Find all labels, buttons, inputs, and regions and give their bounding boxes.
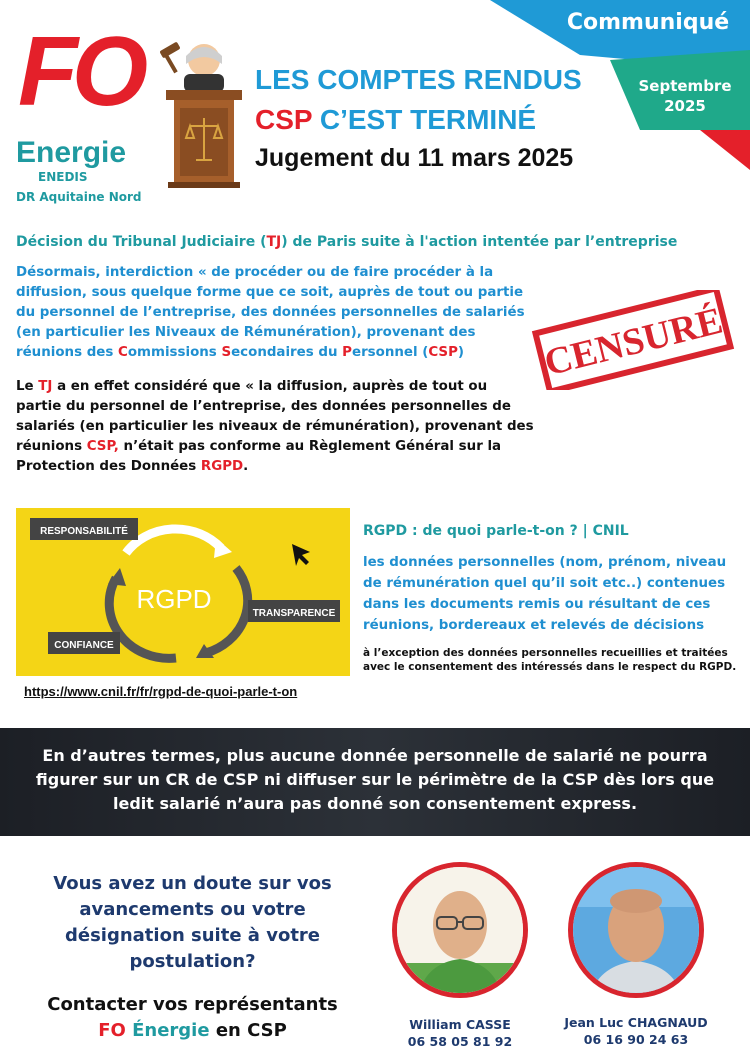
p1-s-rest: econdaires du [231, 345, 343, 360]
judgment-date: Jugement du 11 mars 2025 [255, 144, 574, 172]
p2-c: n’était pas conforme au Règlement Général sur la Protection des Données [16, 439, 502, 474]
decision-heading [16, 234, 736, 250]
decision-post: ) de Paris suite à l'action intentée par l’entreprise [281, 234, 678, 250]
title-line-2 [255, 104, 536, 136]
p2-csp: CSP, [86, 439, 119, 454]
doubt-question: Vous avez un doute sur vos avancements ou votre désignation suite à votre postulation? [53, 873, 332, 972]
logo-energie: Energie [16, 136, 127, 169]
p2-a: Le [16, 379, 39, 394]
label-confiance: CONFIANCE [54, 640, 114, 651]
fo-logo: FO [18, 16, 143, 126]
p2-tj: TJ [38, 379, 53, 394]
avatar-jean-luc-chagnaud [568, 862, 704, 998]
p1-c: C [118, 345, 128, 360]
rgpd-image[interactable] [16, 508, 350, 676]
p1-p-rest: ersonnel ( [351, 345, 429, 360]
rep-william [385, 1016, 535, 1050]
rgpd-title: RGPD : de quoi parle-t-on ? | CNIL [363, 523, 629, 539]
decision-tj: TJ [266, 234, 282, 250]
judge-illustration [158, 38, 250, 188]
tj-paragraph [16, 377, 536, 477]
rgpd-note: à l’exception des données personnelles recueillies et traitées avec le consentement des intéressés dans le respect du RGPD. [363, 647, 737, 673]
p2-rgpd: RGPD [200, 459, 244, 474]
p1-p: P [342, 345, 352, 360]
logo-dr: DR Aquitaine Nord [16, 190, 142, 204]
rep-phone: 06 16 90 24 63 [583, 1032, 689, 1047]
conclusion-text: En d’autres termes, plus aucune donnée personnelle de salarié ne pourra figurer sur un CR de CSP ni diffuser sur le périmètre de la CSP dès lors que ledit salarié n’aura pas donné son consentement express. [35, 746, 715, 813]
p1-text: Désormais, interdiction « de procéder ou de faire procéder à la diffusion, sous quelque forme que ce soit, auprès de tout ou partie du personnel de l’entreprise, des données personnelles de salariés (en particulier les Niveaux de Rémunération), provenant des réunions des [16, 265, 525, 360]
contact-energie: Énergie [132, 1020, 210, 1041]
label-transparence: TRANSPARENCE [252, 608, 336, 619]
avatar-william-casse [392, 862, 528, 998]
rep-phone: 06 58 05 81 92 [407, 1034, 513, 1049]
date-month: Septembre [638, 77, 732, 95]
decision-pre: Décision du Tribunal Judiciaire ( [16, 234, 267, 250]
communique-label: Communiqué [566, 10, 730, 35]
contact-rest: en CSP [209, 1020, 287, 1041]
rgpd-text: les données personnelles (nom, prénom, niveau de rémunération quel qu’il soit etc..) contenues dans les documents remis ou résultant de ces réunions, bordereaux et relevés de décisions [363, 555, 727, 633]
rep-jean-luc [556, 1014, 716, 1048]
censure-text: CENSURÉ [540, 299, 727, 385]
p2-b: a en effet considéré que « la diffusion, auprès de tout ou partie du personnel de l’entreprise, des données personnelles de salariés (en particulier les niveaux de rémunération), provenant des réunions [16, 379, 534, 454]
contact-fo: FO [98, 1020, 126, 1041]
title-termine: C’EST TERMINÉ [312, 104, 537, 135]
rep-name: Jean Luc CHAGNAUD [564, 1015, 708, 1030]
logo-enedis: ENEDIS [38, 170, 88, 184]
rep-name: William CASSE [409, 1017, 511, 1032]
contact-line2 [20, 1018, 365, 1044]
title-line-1: LES COMPTES RENDUS [255, 64, 582, 95]
p1-csp: CSP [428, 345, 458, 360]
rgpd-center-label: RGPD [136, 584, 212, 614]
contact-cta [20, 992, 365, 1044]
p2-d: . [243, 459, 249, 474]
label-responsabilite: RESPONSABILITÉ [40, 526, 128, 537]
cursor-icon [292, 544, 310, 566]
contact-line1: Contacter vos représentants [47, 994, 338, 1015]
p1-c-rest: ommissions [127, 345, 222, 360]
p1-end: ) [457, 345, 465, 360]
p1-s: S [221, 345, 232, 360]
interdiction-paragraph [16, 263, 536, 363]
title-csp: CSP [255, 104, 313, 135]
date-label [630, 76, 740, 116]
cnil-link[interactable]: https://www.cnil.fr/fr/rgpd-de-quoi-parle-t-on [24, 684, 298, 699]
rgpd-cycle-graphic [16, 508, 350, 676]
censure-stamp [528, 290, 738, 390]
date-year: 2025 [664, 97, 706, 115]
